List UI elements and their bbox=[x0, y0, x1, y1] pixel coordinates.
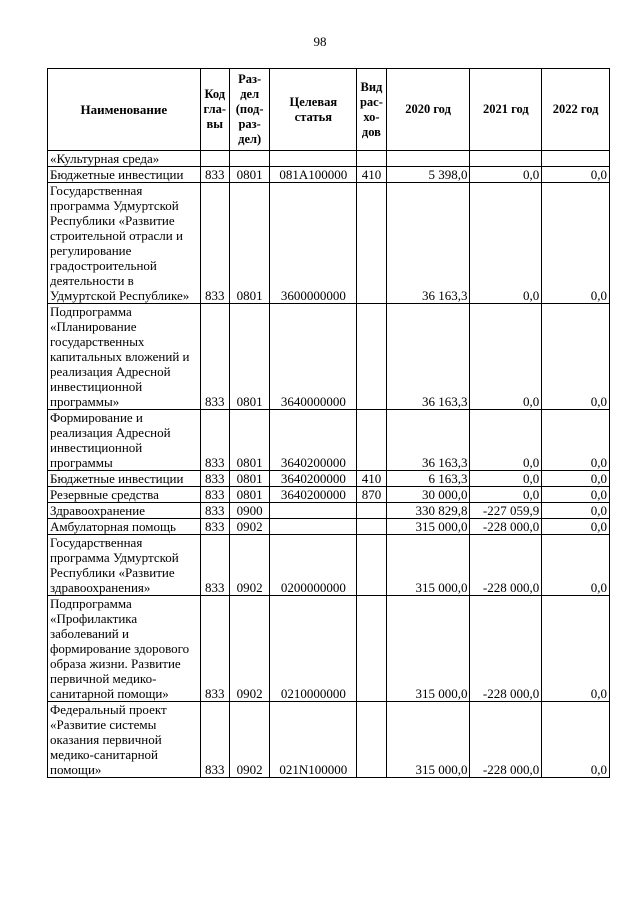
row-name: Государственная программа Удмуртской Республики «Развитие здравоохранения» bbox=[48, 535, 201, 596]
row-2022: 0,0 bbox=[542, 167, 610, 183]
row-target: 021N100000 bbox=[270, 702, 357, 778]
row-2022: 0,0 bbox=[542, 183, 610, 304]
row-type bbox=[357, 702, 386, 778]
row-2020: 36 163,3 bbox=[386, 183, 470, 304]
row-target bbox=[270, 503, 357, 519]
table-row bbox=[48, 151, 610, 167]
row-2022: 0,0 bbox=[542, 487, 610, 503]
row-target: 3640000000 bbox=[270, 304, 357, 410]
row-chapter: 833 bbox=[200, 304, 229, 410]
row-chapter: 833 bbox=[200, 471, 229, 487]
row-chapter: 833 bbox=[200, 503, 229, 519]
row-section: 0801 bbox=[229, 410, 269, 471]
header-section: Раз- дел (под- раз- дел) bbox=[229, 69, 269, 151]
budget-table bbox=[47, 68, 610, 778]
row-chapter bbox=[200, 151, 229, 167]
row-target: 3600000000 bbox=[270, 183, 357, 304]
row-type: 410 bbox=[357, 167, 386, 183]
row-name: Бюджетные инвестиции bbox=[48, 471, 201, 487]
row-2021: -227 059,9 bbox=[470, 503, 542, 519]
table-header-row bbox=[48, 69, 610, 151]
row-2020: 5 398,0 bbox=[386, 167, 470, 183]
row-2021: 0,0 bbox=[470, 304, 542, 410]
table-row bbox=[48, 410, 610, 471]
row-2021: 0,0 bbox=[470, 487, 542, 503]
row-section: 0801 bbox=[229, 167, 269, 183]
table-row bbox=[48, 702, 610, 778]
row-name: Формирование и реализация Адресной инвестиционной программы bbox=[48, 410, 201, 471]
header-2022: 2022 год bbox=[542, 69, 610, 151]
row-section: 0801 bbox=[229, 487, 269, 503]
row-2022 bbox=[542, 151, 610, 167]
row-2020: 6 163,3 bbox=[386, 471, 470, 487]
row-section: 0900 bbox=[229, 503, 269, 519]
row-section: 0801 bbox=[229, 471, 269, 487]
row-section: 0902 bbox=[229, 519, 269, 535]
row-2020: 36 163,3 bbox=[386, 410, 470, 471]
row-target: 3640200000 bbox=[270, 471, 357, 487]
row-section: 0801 bbox=[229, 183, 269, 304]
row-chapter: 833 bbox=[200, 702, 229, 778]
row-2022: 0,0 bbox=[542, 304, 610, 410]
table-row bbox=[48, 304, 610, 410]
row-chapter: 833 bbox=[200, 487, 229, 503]
row-type bbox=[357, 410, 386, 471]
row-target: 081А100000 bbox=[270, 167, 357, 183]
row-2020: 36 163,3 bbox=[386, 304, 470, 410]
row-2021: -228 000,0 bbox=[470, 596, 542, 702]
row-2020: 30 000,0 bbox=[386, 487, 470, 503]
row-2021: -228 000,0 bbox=[470, 702, 542, 778]
row-target bbox=[270, 519, 357, 535]
row-2020: 330 829,8 bbox=[386, 503, 470, 519]
row-chapter: 833 bbox=[200, 167, 229, 183]
row-name: Бюджетные инвестиции bbox=[48, 167, 201, 183]
row-target: 3640200000 bbox=[270, 410, 357, 471]
row-name: «Культурная среда» bbox=[48, 151, 201, 167]
row-2020: 315 000,0 bbox=[386, 519, 470, 535]
table-row bbox=[48, 519, 610, 535]
row-2021: 0,0 bbox=[470, 183, 542, 304]
row-target: 3640200000 bbox=[270, 487, 357, 503]
row-2022: 0,0 bbox=[542, 519, 610, 535]
row-chapter: 833 bbox=[200, 410, 229, 471]
row-2021: -228 000,0 bbox=[470, 535, 542, 596]
row-chapter: 833 bbox=[200, 596, 229, 702]
table-row bbox=[48, 471, 610, 487]
row-type bbox=[357, 535, 386, 596]
row-name: Федеральный проект «Развитие системы оказания первичной медико-санитарной помощи» bbox=[48, 702, 201, 778]
row-name: Государственная программа Удмуртской Республики «Развитие строительной отрасли и регулирование градостроительной деятельности в Удмуртской Республике» bbox=[48, 183, 201, 304]
row-name: Здравоохранение bbox=[48, 503, 201, 519]
row-chapter: 833 bbox=[200, 519, 229, 535]
row-type bbox=[357, 304, 386, 410]
row-2020 bbox=[386, 151, 470, 167]
row-2021: 0,0 bbox=[470, 410, 542, 471]
row-section: 0902 bbox=[229, 535, 269, 596]
row-2022: 0,0 bbox=[542, 471, 610, 487]
row-name: Резервные средства bbox=[48, 487, 201, 503]
row-2021: 0,0 bbox=[470, 471, 542, 487]
row-type bbox=[357, 151, 386, 167]
header-2021: 2021 год bbox=[470, 69, 542, 151]
row-2022: 0,0 bbox=[542, 702, 610, 778]
table-row bbox=[48, 503, 610, 519]
page-number: 98 bbox=[313, 34, 327, 49]
row-section: 0902 bbox=[229, 596, 269, 702]
table-row bbox=[48, 535, 610, 596]
table-row bbox=[48, 167, 610, 183]
row-type bbox=[357, 596, 386, 702]
row-section bbox=[229, 151, 269, 167]
header-2020: 2020 год bbox=[386, 69, 470, 151]
header-chapter-code: Код гла- вы bbox=[200, 69, 229, 151]
row-target: 0200000000 bbox=[270, 535, 357, 596]
row-2022: 0,0 bbox=[542, 503, 610, 519]
row-type bbox=[357, 519, 386, 535]
row-type bbox=[357, 503, 386, 519]
row-2022: 0,0 bbox=[542, 596, 610, 702]
row-chapter: 833 bbox=[200, 535, 229, 596]
row-target: 0210000000 bbox=[270, 596, 357, 702]
row-target bbox=[270, 151, 357, 167]
row-type: 410 bbox=[357, 471, 386, 487]
row-2021: -228 000,0 bbox=[470, 519, 542, 535]
row-2021 bbox=[470, 151, 542, 167]
row-2022: 0,0 bbox=[542, 410, 610, 471]
row-type: 870 bbox=[357, 487, 386, 503]
row-2020: 315 000,0 bbox=[386, 596, 470, 702]
row-chapter: 833 bbox=[200, 183, 229, 304]
header-target: Целевая статья bbox=[270, 69, 357, 151]
row-name: Подпрограмма «Планирование государственных капитальных вложений и реализация Адресной инвестиционной программы» bbox=[48, 304, 201, 410]
table-row bbox=[48, 596, 610, 702]
row-2022: 0,0 bbox=[542, 535, 610, 596]
row-section: 0902 bbox=[229, 702, 269, 778]
row-2021: 0,0 bbox=[470, 167, 542, 183]
row-name: Амбулаторная помощь bbox=[48, 519, 201, 535]
table-row bbox=[48, 183, 610, 304]
table-row bbox=[48, 487, 610, 503]
row-2020: 315 000,0 bbox=[386, 702, 470, 778]
row-2020: 315 000,0 bbox=[386, 535, 470, 596]
header-name: Наименование bbox=[48, 69, 201, 151]
header-expense-type: Вид рас- хо- дов bbox=[357, 69, 386, 151]
row-type bbox=[357, 183, 386, 304]
row-section: 0801 bbox=[229, 304, 269, 410]
row-name: Подпрограмма «Профилактика заболеваний и формирование здорового образа жизни. Развитие первичной медико-санитарной помощи» bbox=[48, 596, 201, 702]
